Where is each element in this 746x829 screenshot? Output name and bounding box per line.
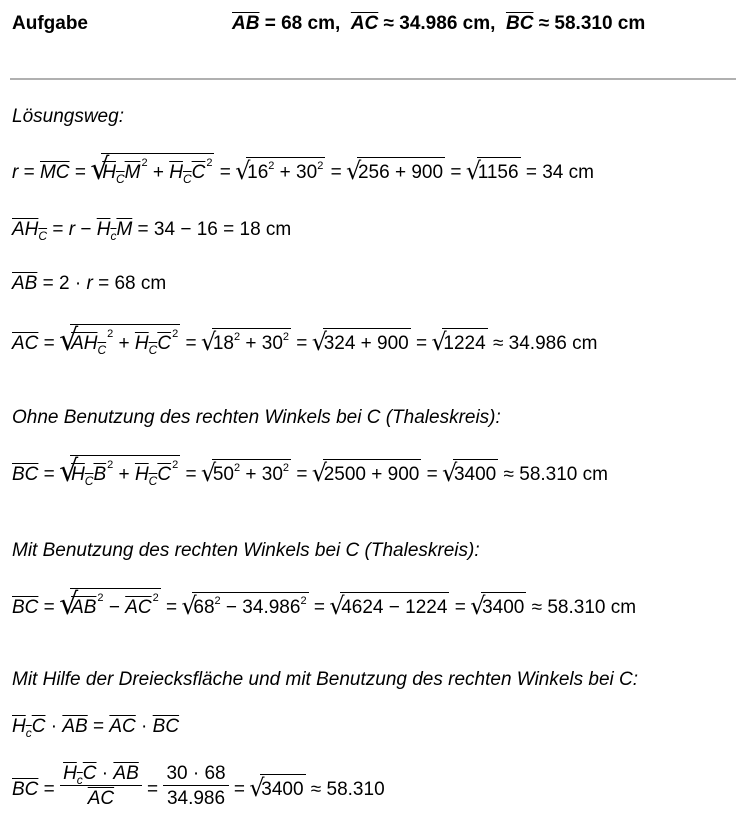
section-flaeche: Mit Hilfe der Dreiecksfläche und mit Benutzung des rechten Winkels bei C: xyxy=(12,669,639,690)
equation-ab: $\overline{AB} = 2 \cdot r = 68$ cm xyxy=(12,273,167,294)
equation-area: $H_cC \cdot \overline{AB} = \overline{AC} \cdot \overline{BC}$ xyxy=(12,716,180,740)
section-ohne: Ohne Benutzung des rechten Winkels bei C (Thaleskreis): xyxy=(12,407,501,428)
equation-r: $r = \overline{MC}$ = √ $H_CM^2 + H_CC^2$ = √ $16^2 + 30^2$ = √ 256 + 900 = √ 1156 = 34 cm xyxy=(12,163,594,182)
equation-bc-2: $\overline{BC}$ = √ $\overline{AB}^2 - \overline{AC}^2$ = √ $68^2 - 34.986^2$ = √ 4624 − 1224 = √ 3400 ≈ 58.310 cm xyxy=(12,598,636,617)
section-mit: Mit Benutzung des rechten Winkels bei C (Thaleskreis): xyxy=(12,540,480,561)
equation-ac: $\overline{AC}$ = √ $AH_C^2 + H_CC^2$ = √ $18^2 + 30^2$ = √ 324 + 900 = √ 1224 ≈ 34.986 cm xyxy=(12,334,597,353)
equation-bc-3: $\overline{BC}$ = $\frac{H_cC \cdot \overline{AB}}{AC}$ = $\frac{30 \cdot 68}{34.986}$ = √ 3400 ≈ 58.310 xyxy=(12,768,385,812)
equation-ahc: $AH_C = r - H_cM = 34 - 16 = 18$ cm xyxy=(12,219,292,243)
task-results: $\overline{AB} = 68$ cm, $\overline{AC} \approx 34.986$ cm, $\overline{BC} \approx 58.310$ cm xyxy=(232,13,646,34)
task-label: Aufgabe xyxy=(12,13,88,34)
equation-bc-1: $\overline{BC}$ = √ $H_CB^2 + H_CC^2$ = √ $50^2 + 30^2$ = √ 2500 + 900 = √ 3400 ≈ 58.310 cm xyxy=(12,465,608,484)
section-loesungsweg: Lösungsweg: xyxy=(12,106,124,127)
divider xyxy=(10,78,736,80)
